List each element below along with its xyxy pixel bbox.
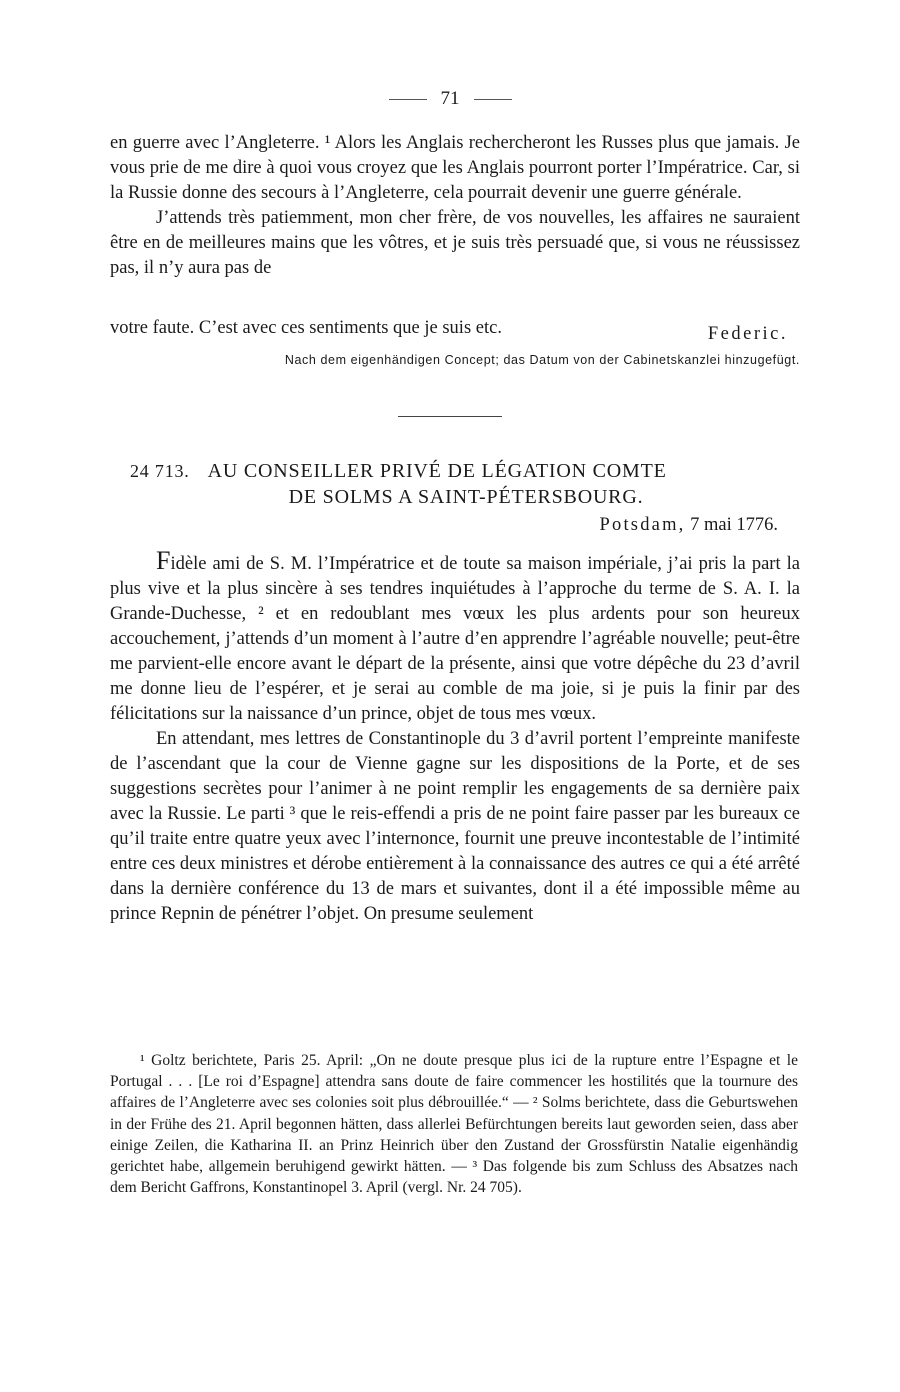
letter-title-line-1: AU CONSEILLER PRIVÉ DE LÉGATION COMTE	[207, 460, 667, 482]
closing-line: votre faute. C’est avec ces sentiments que je suis etc.	[110, 318, 502, 338]
drop-initial: F	[156, 546, 171, 575]
section-separator	[398, 416, 502, 417]
footnotes-text: ¹ Goltz berichtete, Paris 25. April: „On ne doute presque plus ici de la rupture entre l’Espagne et le Portugal . . . [Le roi d’Espagne] attendra sans doute de faire commencer les hostilités que la tournure des affaires de l’Angleterre avec ses colonies soit plus débrouillée.“ — ² Solms berichtete, dass die Geburtswehen in der Frühe des 21. April begonnen hätten, dass allerlei Befürchtungen bereits laut geworden seien, dass aber einige Zeilen, die Katharina II. an Prinz Heinrich über den Zustand der Grossfürstin Natalie eigenhändig gerichtet habe, allgemein beruhigend gewirkt hätten. — ³ Das folgende bis zum Schluss des Absatzes nach dem Bericht Gaffrons, Konstantinopel 3. April (vergl. Nr. 24 705).	[110, 1052, 798, 1197]
letter-heading	[130, 458, 780, 510]
closing-row	[110, 316, 800, 344]
letter-title-line-2: DE SOLMS A SAINT-PÉTERSBOURG.	[288, 486, 644, 508]
page-number	[0, 88, 900, 110]
page-number-dash-right	[474, 99, 512, 100]
letter-paragraph-2: En attendant, mes lettres de Constantinople du 3 d’avril portent l’empreinte manifeste de l’ascendant que la cour de Vienne gagne sur les dispositions de la Porte, et de ses suggestions secrètes pour l’animer à ne point remplir les engagements de sa dernière paix avec la Russie. Le parti ³ que le reis-effendi a pris de ne point faire passer par les bureaux ce qu’il traite entre quatre yeux avec l’internonce, fournit une preuve incontestable de l’intimité entre ces deux ministres et dérobe entièrement à la connaissance des autres ce qui a été arrêté dans la dernière conférence du 13 de mars et suivantes, dont il a été impossible même au prince Repnin de pénétrer l’objet. On presume seulement	[110, 729, 800, 924]
page-number-dash-left	[389, 99, 427, 100]
signature: Federic.	[707, 324, 788, 344]
letter-body	[110, 548, 800, 927]
letter-number: 24 713.	[130, 461, 190, 481]
dateline-date: 7 mai 1776.	[690, 515, 778, 535]
page-number-text: 71	[440, 88, 460, 109]
footnotes	[110, 1050, 798, 1198]
previous-letter-text	[110, 131, 800, 281]
concept-note: Nach dem eigenhändigen Concept; das Datum von der Cabinetskanzlei hinzugefügt.	[284, 353, 800, 367]
letter-paragraph-1	[110, 548, 800, 727]
dateline-place: Potsdam,	[599, 515, 686, 535]
previous-letter-paragraph-1: en guerre avec l’Angleterre. ¹ Alors les Anglais rechercheront les Russes plus que jamais. Je vous prie de me dire à quoi vous croyez que les Anglais pourront porter l’Impératrice. Car, si la Russie donne des secours à l’Angleterre, cela pourrait devenir une guerre générale.	[110, 133, 800, 203]
letter-paragraph-1-text: idèle ami de S. M. l’Impératrice et de toute sa maison impériale, j’ai pris la part la plus vive et la plus sincère à ses tendres inquiétudes à l’approche du terme de S. A. I. la Grande-Duchesse, ² et en redoublant mes vœux les plus ardents pour son heureux accouchement, j’attends d’un moment à l’autre d’en apprendre l’agréable nouvelle; peut-être me parvient-elle encore avant le départ de la présente, ainsi que votre dépêche du 23 d’avril me donne lieu de l’espérer, et je serai au comble de ma joie, si je puis la finir par des félicitations sur la naissance d’un prince, objet de tous mes vœux.	[110, 554, 800, 724]
dateline	[110, 515, 778, 536]
previous-letter-paragraph-2: J’attends très patiemment, mon cher frère, de vos nouvelles, les affaires ne sauraient être en de meilleures mains que les vôtres, et je suis très persuadé que, si vous ne réussissez pas, il n’y aura pas de	[110, 208, 800, 278]
